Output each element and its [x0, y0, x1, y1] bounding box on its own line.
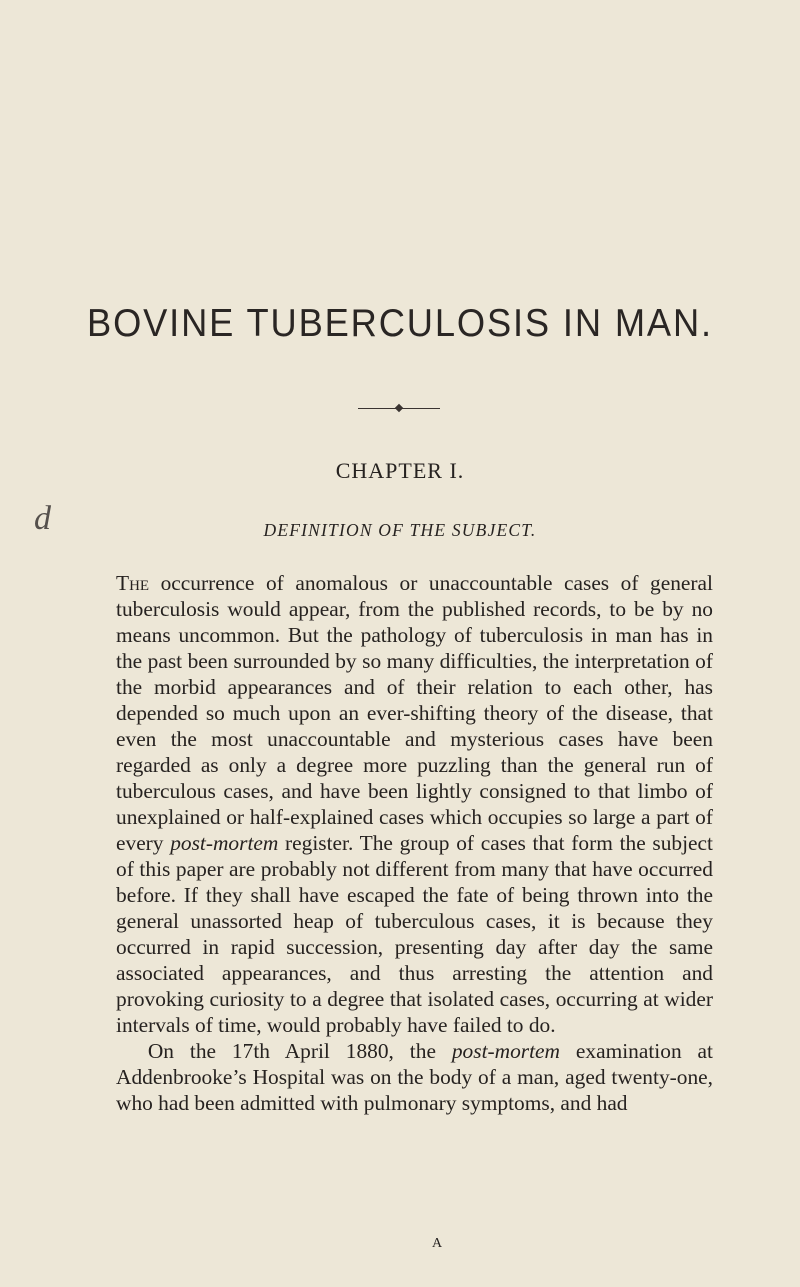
divider-ornament	[395, 404, 403, 412]
paragraph-text: occurrence of anomalous or unaccountable cases of general tuberculosis would appear, from the published records, to be by no means uncommon. But the pathology of tuberculosis in man has in the past been surrounded by so many difficulties, the interpretation of the morbid appearances and of their relation to each other, has depended so much upon an ever-shifting theory of the disease, that even the most unaccountable and mysterious cases have been regarded as only a degree more puzzling than the general run of tuberculous cases, and have been lightly consigned to that limbo of unexplained or half-explained cases which occupies so large a part of every	[116, 571, 713, 855]
margin-annotation: d	[34, 500, 51, 537]
chapter-subtitle: DEFINITION OF THE SUBJECT.	[263, 520, 537, 540]
italic-term: post-mortem	[170, 831, 279, 855]
paragraph-2	[116, 1038, 713, 1116]
signature-mark: A	[432, 1236, 443, 1251]
italic-term: post-mortem	[451, 1039, 560, 1063]
paragraph-text: examination at Addenbrooke’s Hospital was on the body of a man, aged twenty-one, who had been admitted with pulmonary symptoms, and had	[116, 1039, 713, 1115]
paragraph-1	[116, 570, 713, 1038]
book-title: BOVINE TUBERCULOSIS IN MAN.	[87, 302, 713, 345]
chapter-heading: CHAPTER I.	[335, 458, 465, 483]
body-text	[116, 570, 713, 1116]
paragraph-lead: The	[116, 571, 150, 595]
paragraph-text: On the 17th April 1880, the	[147, 1039, 452, 1063]
paragraph-text: register. The group of cases that form the subject of this paper are probably not different from many that have occurred before. If they shall have escaped the fate of being thrown into the general unassorted heap of tuberculous cases, it is because they occurred in rapid succession, presenting day after day the same associated appearances, and thus arresting the attention and provoking curiosity to a degree that isolated cases, occurring at wider intervals of time, would probably have failed to do.	[116, 831, 713, 1037]
